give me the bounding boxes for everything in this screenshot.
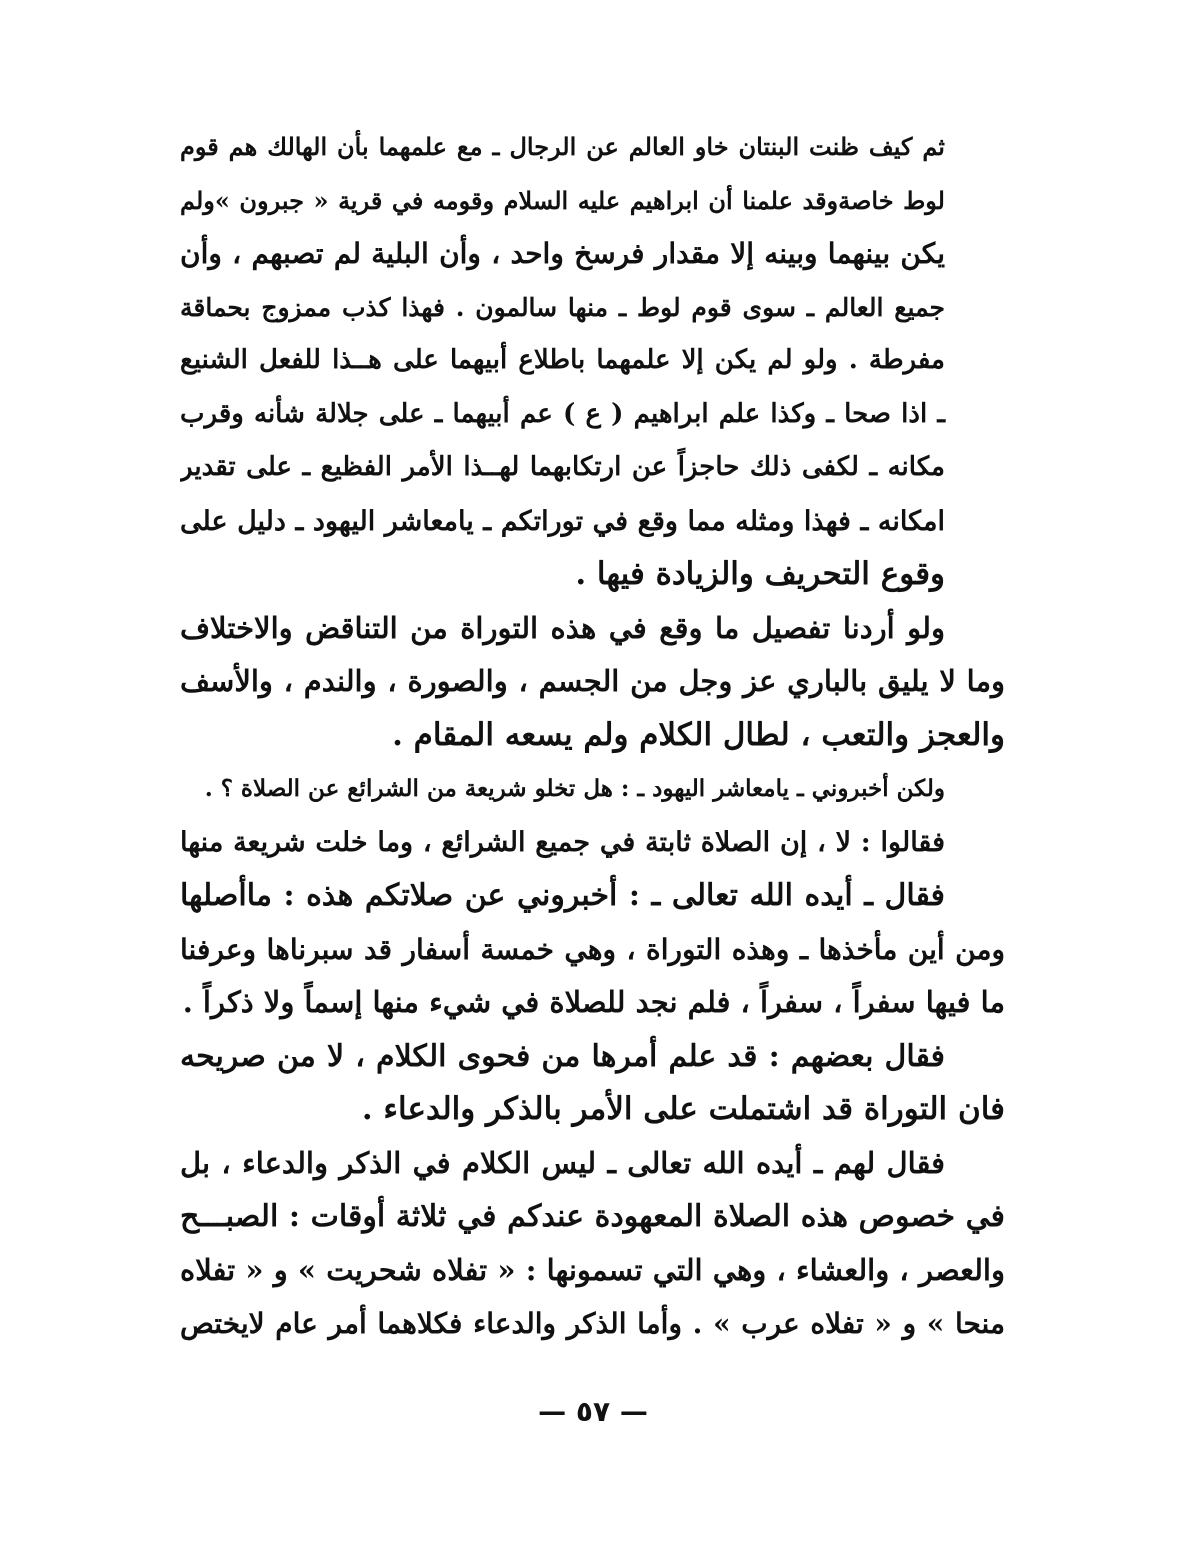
text-line: فقال لهم ـ أيده الله تعالى ـ ليس الكلام في الذكر والدعاء ، بل xyxy=(180,1145,945,1180)
paragraph-1 xyxy=(180,120,1005,602)
text-line: ولكن أخبروني ـ يامعاشر اليهود ـ : هل تخلو شريعة من الشرائع عن الصلاة ؟ . xyxy=(204,775,945,802)
text-line: ثم كيف ظنت البنتان خاو العالم عن الرجال ـ مع علمهما بأن الهالك هم قوم xyxy=(180,132,945,161)
page-number: — ٥٧ — xyxy=(538,1395,648,1428)
text-line: ولو أردنا تفصيل ما وقع في هذه التوراة من التناقض والاختلاف xyxy=(180,610,945,645)
text-line: يكن بينهما وبينه إلا مقدار فرسخ واحد ، وأن البلية لم تصبهم ، وأن xyxy=(180,237,945,270)
text-line: ومن أين مأخذها ـ وهذه التوراة ، وهي خمسة أسفار قد سبرناها وعرفنا xyxy=(180,932,1005,966)
text-line: فقال ـ أيده الله تعالى ـ : أخبروني عن صلاتكم هذه : ماأصلها xyxy=(180,878,945,913)
paragraph-3 xyxy=(180,762,1005,816)
paragraph-6 xyxy=(180,1030,1005,1137)
text-line: لوط خاصةوقد علمنا أن ابراهيم عليه السلام وقومه في قرية « جبرون »ولم xyxy=(180,185,945,215)
text-line: والعجز والتعب ، لطال الكلام ولم يسعه المقام . xyxy=(392,716,1005,753)
text-line: فقال بعضهم : قد علم أمرها من فحوى الكلام ، لا من صريحه xyxy=(180,1038,945,1074)
text-line: ما فيها سفراً ، سفراً ، فلم نجد للصلاة في شيء منها إسماً ولا ذكراً . xyxy=(182,985,1005,1019)
text-line: ـ اذا صحا ـ وكذا علم ابراهيم ( ع ) عم أبيهما ـ على جلالة شأنه وقرب xyxy=(180,398,945,429)
document-page xyxy=(180,120,1005,1500)
text-line: والعصر ، والعشاء ، وهي التي تسمونها : « تفلاه شحريت » و « تفلاه xyxy=(180,1252,1005,1287)
text-line: فقالوا : لا ، إن الصلاة ثابتة في جميع الشرائع ، وما خلت شريعة منها xyxy=(180,826,945,858)
text-line: امكانه ـ فهذا ومثله مما وقع في توراتكم ـ يامعاشر اليهود ـ دليل على xyxy=(180,505,945,537)
text-line: جميع العالم ـ سوى قوم لوط ـ منها سالمون . فهذا كذب ممزوج بحماقة xyxy=(180,292,945,322)
paragraph-2 xyxy=(180,602,1005,763)
paragraph-7 xyxy=(180,1137,1005,1351)
text-line: مكانه ـ لكفى ذلك حاجزاً عن ارتكابهما لهــذا الأمر الفظيع ـ على تقدير xyxy=(180,452,945,482)
paragraph-5 xyxy=(180,869,1005,1030)
paragraph-4 xyxy=(180,816,1005,870)
text-line: فان التوراة قد اشتملت على الأمر بالذكر والدعاء . xyxy=(361,1091,1005,1127)
text-line: مفرطة . ولو لم يكن إلا علمهما باطلاع أبيهما على هــذا للفعل الشنيع xyxy=(180,345,945,375)
text-line: منحا » و « تفلاه عرب » . وأما الذكر والدعاء فكلاهما أمر عام لايختص xyxy=(180,1307,1005,1340)
text-line: في خصوص هذه الصلاة المعهودة عندكم في ثلاثة أوقات : الصبـــح xyxy=(180,1199,1005,1234)
text-line: وقوع التحريف والزيادة فيها . xyxy=(575,556,945,592)
text-line: وما لا يليق بالباري عز وجل من الجسم ، والصورة ، والندم ، والأسف xyxy=(180,664,1005,698)
